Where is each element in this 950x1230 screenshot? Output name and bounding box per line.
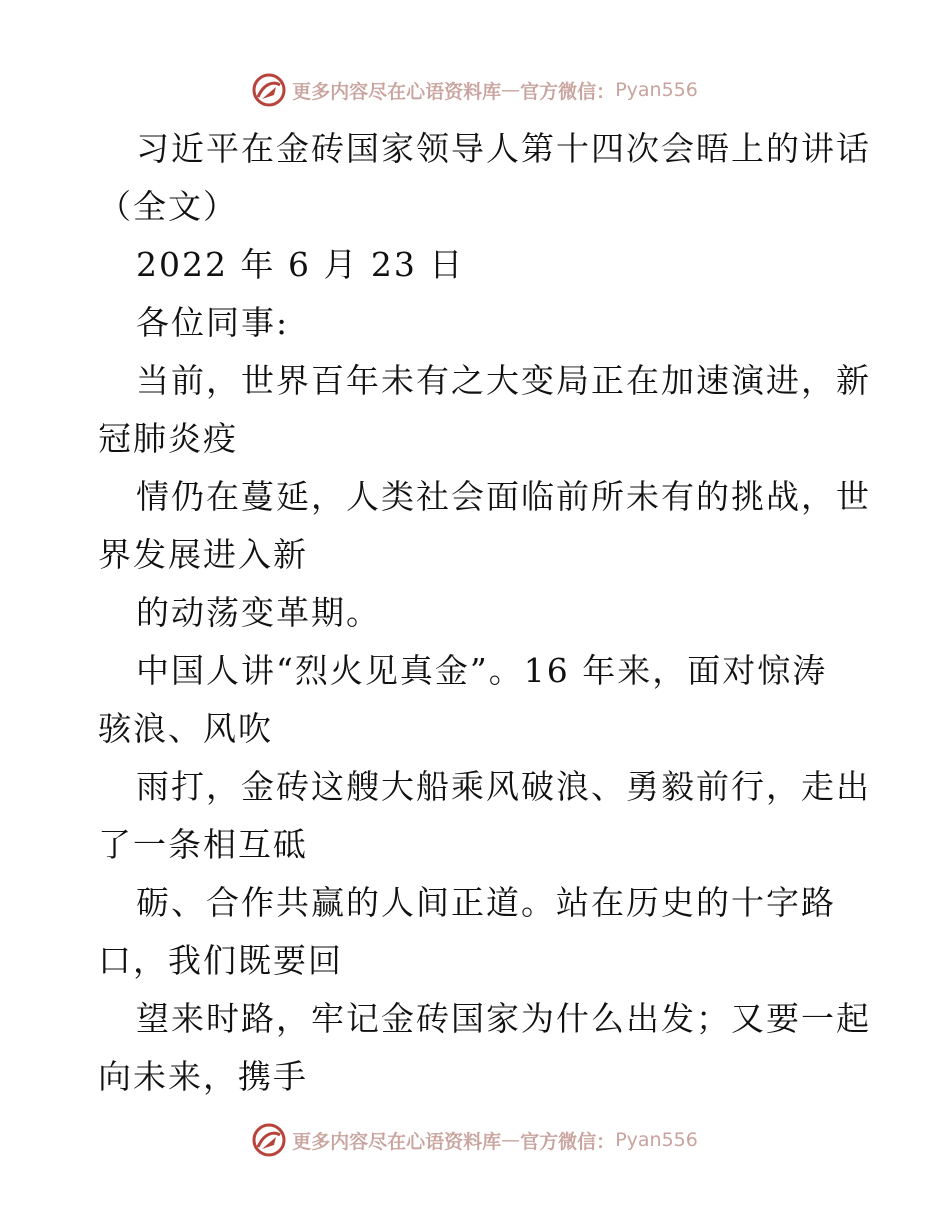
watermark-wechat-id: Pyan556: [615, 79, 698, 101]
brand-logo-icon: [252, 73, 286, 107]
text-line: 当前，世界百年未有之大变局正在加速演进，新: [136, 361, 871, 400]
watermark-brand: 更多内容尽在心语资料库: [292, 80, 502, 103]
text-line: 雨打，金砖这艘大船乘风破浪、勇毅前行，走出: [136, 767, 871, 806]
document-title-line1: 习近平在金砖国家领导人第十四次会晤上的讲话: [136, 129, 871, 168]
text-line: 界发展进入新: [98, 535, 308, 574]
footer-watermark: [0, 1120, 950, 1160]
text-line: 情仍在蔓延，人类社会面临前所未有的挑战，世: [136, 477, 871, 516]
text-line: 的动荡变革期。: [136, 593, 381, 632]
watermark-label: 官方微信：: [520, 80, 616, 103]
watermark-dash: —: [501, 79, 521, 101]
document-body: [98, 120, 871, 1106]
watermark-dash: —: [501, 1129, 521, 1151]
document-salutation: 各位同事:: [136, 303, 290, 342]
text-line: 砺、合作共赢的人间正道。站在历史的十字路: [136, 883, 836, 922]
text-line: 冠肺炎疫: [98, 419, 238, 458]
text-line: 望来时路，牢记金砖国家为什么出发；又要一起: [136, 999, 871, 1038]
header-watermark: [0, 70, 950, 110]
text-line: 中国人讲“烈火见真金”。16 年来，面对惊涛: [136, 651, 828, 690]
watermark-label: 官方微信：: [520, 1130, 616, 1153]
watermark-wechat-id: Pyan556: [615, 1129, 698, 1151]
document-date: 2022 年 6 月 23 日: [136, 245, 465, 284]
document-paragraphs: [98, 352, 871, 1106]
text-line: 骇浪、风吹: [98, 709, 273, 748]
text-line: 了一条相互砥: [98, 825, 308, 864]
watermark-brand: 更多内容尽在心语资料库: [292, 1130, 502, 1153]
text-line: 口，我们既要回: [98, 941, 343, 980]
brand-logo-icon: [252, 1123, 286, 1157]
text-line: 向未来，携手: [98, 1057, 308, 1096]
document-title-line2: （全文）: [98, 187, 238, 226]
